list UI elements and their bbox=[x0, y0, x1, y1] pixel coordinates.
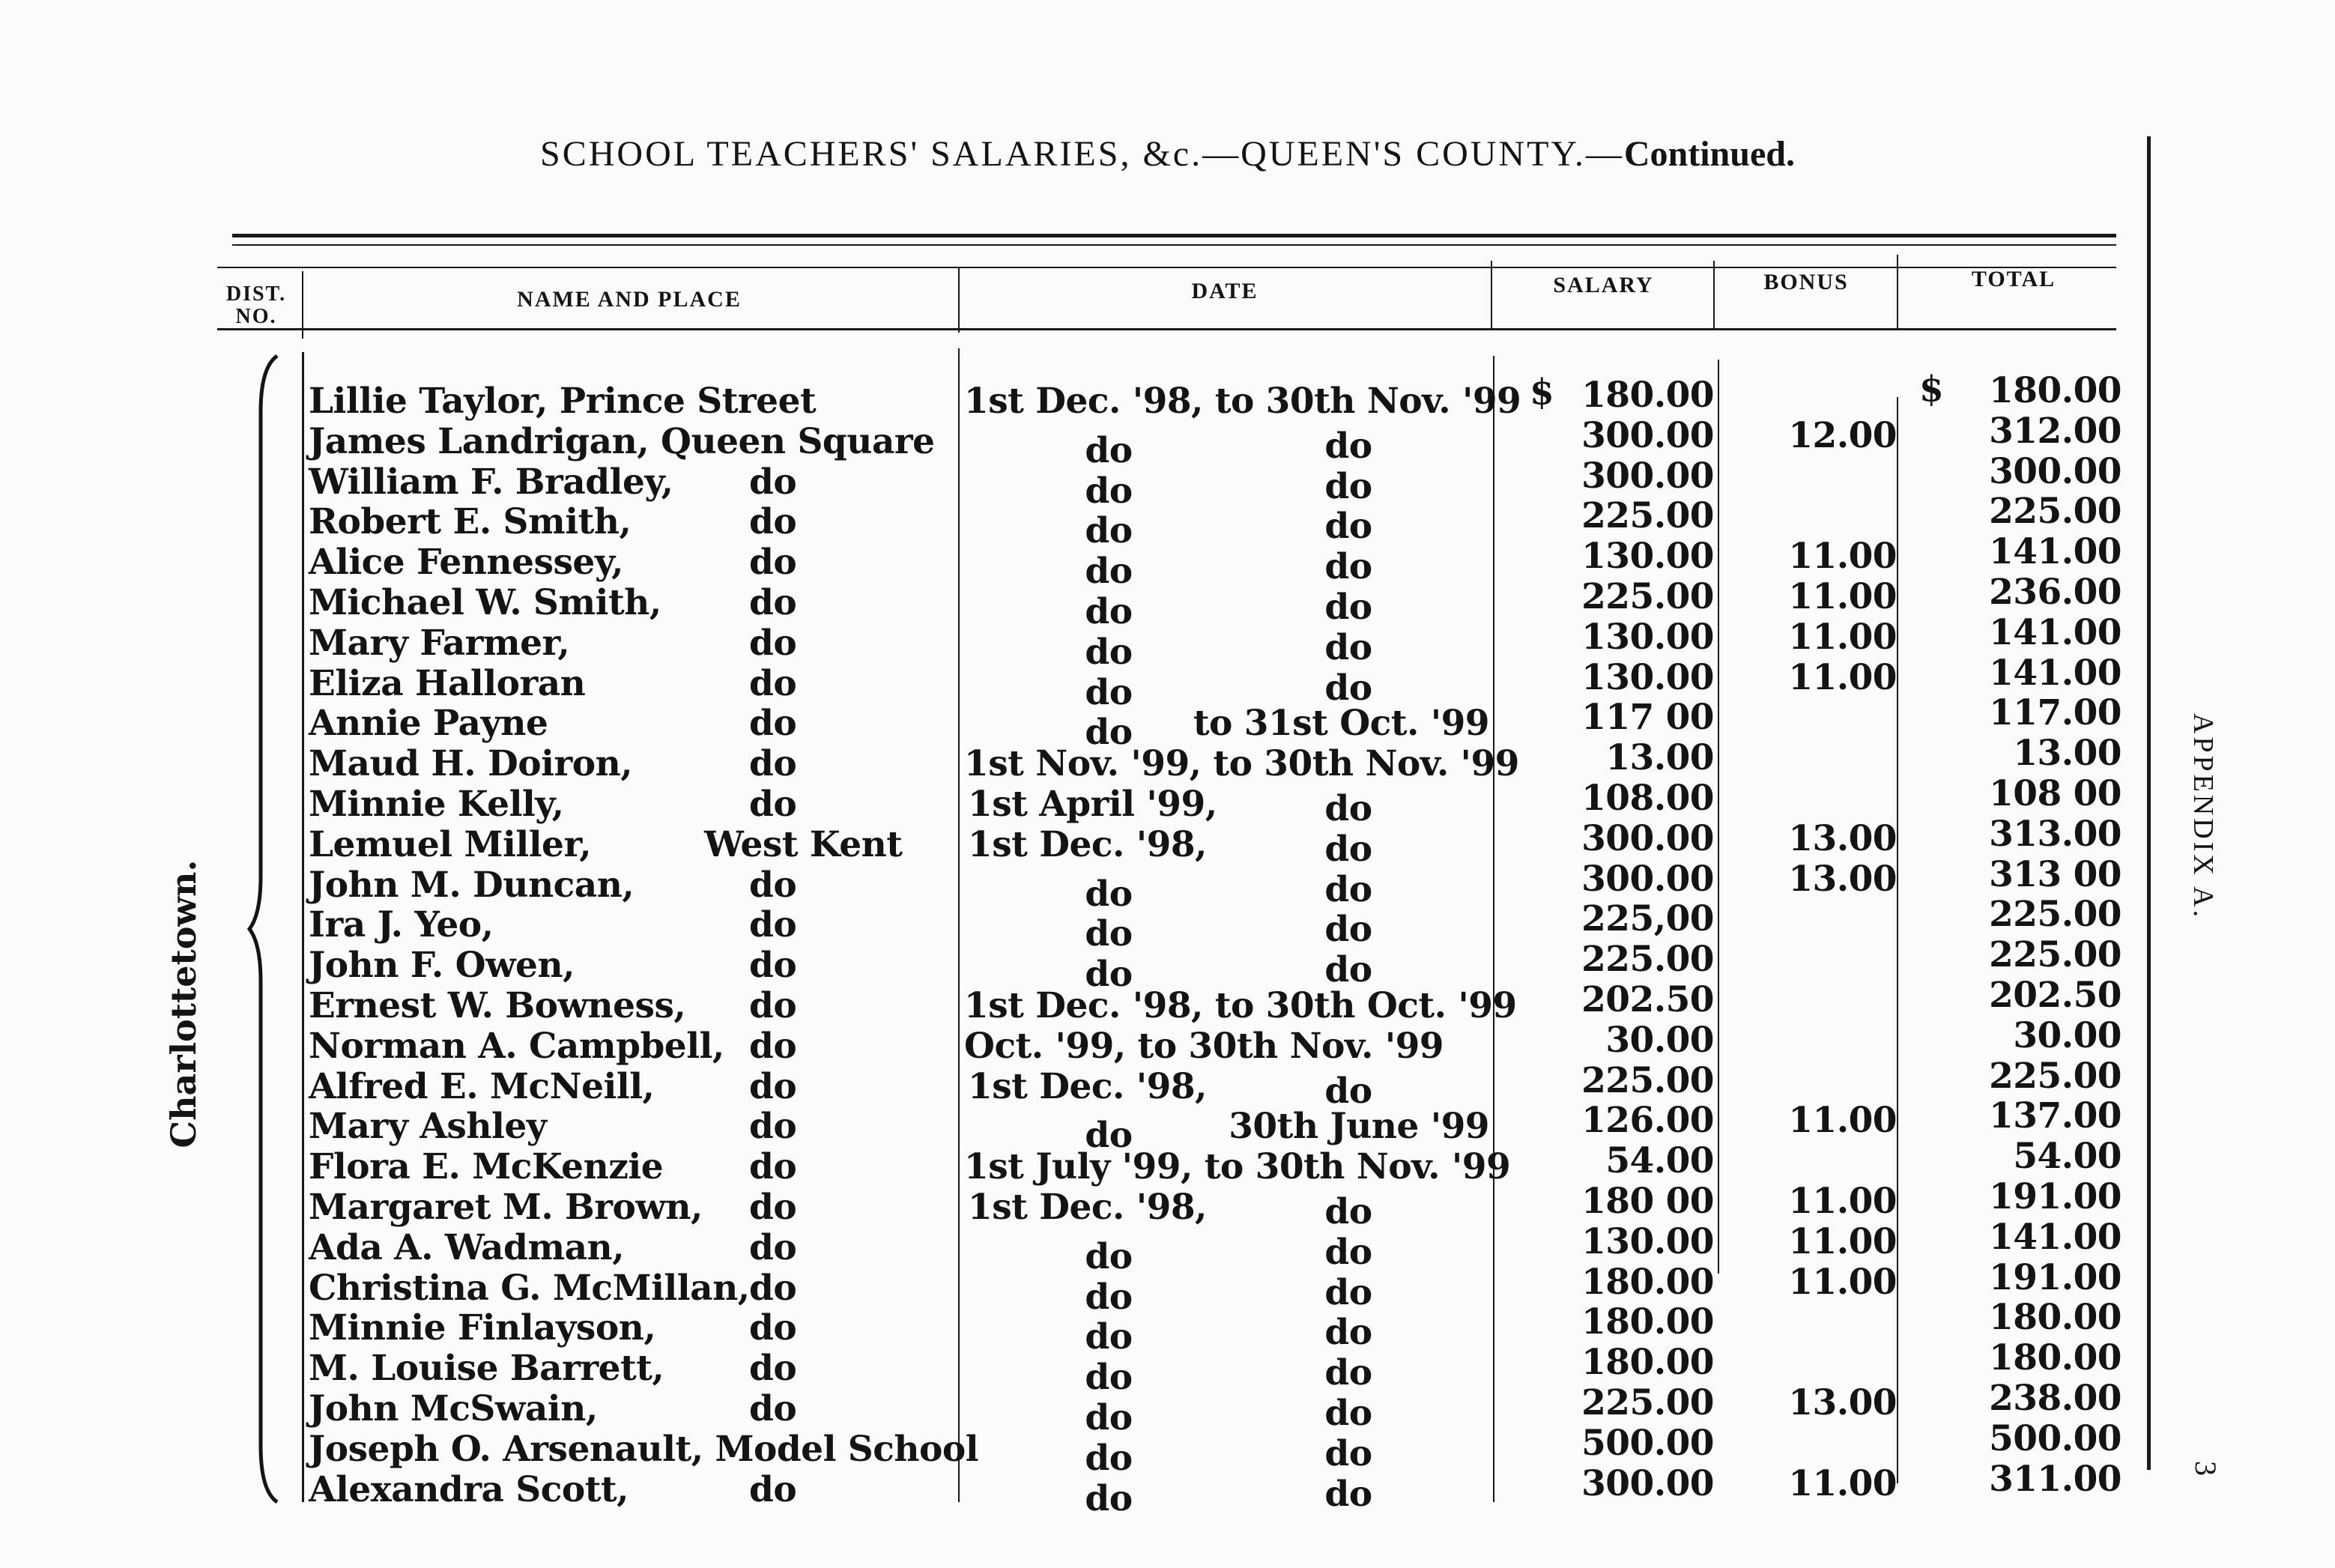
district-brace bbox=[247, 352, 300, 1506]
date-to: do bbox=[1324, 627, 1372, 668]
column-header-salary: SALARY bbox=[1553, 273, 1654, 297]
teacher-name: Margaret M. Brown, bbox=[309, 1187, 703, 1228]
date-from: 1st Dec. '98, bbox=[968, 1187, 1207, 1228]
date-from: do bbox=[1085, 470, 1133, 512]
teacher-place: do bbox=[749, 1388, 797, 1429]
date-to: do bbox=[1324, 426, 1372, 467]
teacher-name: William F. Bradley, bbox=[309, 461, 673, 503]
top-rule-thick bbox=[232, 234, 2116, 237]
teacher-place: do bbox=[749, 1307, 797, 1348]
bonus-amount: 11.00 bbox=[1788, 1100, 1897, 1141]
date-to: do bbox=[1324, 466, 1372, 507]
salary-amount: 117 00 bbox=[1581, 697, 1714, 738]
total-amount: 180.00 bbox=[1989, 1297, 2122, 1338]
total-amount: 108 00 bbox=[1989, 773, 2122, 814]
date-from: do bbox=[1085, 632, 1133, 673]
bonus-amount: 11.00 bbox=[1788, 1221, 1897, 1262]
date-from: do bbox=[1085, 1397, 1133, 1438]
total-amount: 117.00 bbox=[1989, 692, 2122, 733]
total-amount: 225.00 bbox=[1989, 491, 2122, 532]
date-from: do bbox=[1085, 1478, 1133, 1519]
bonus-amount: 13.00 bbox=[1788, 1382, 1897, 1423]
date-to: do bbox=[1324, 668, 1372, 709]
top-rule-thin bbox=[232, 244, 2116, 246]
date-from: do bbox=[1085, 1316, 1133, 1357]
header-divider-1 bbox=[302, 271, 303, 339]
body-rule-bonus-left bbox=[1718, 360, 1719, 1274]
salary-amount: 225.00 bbox=[1581, 1060, 1714, 1101]
bonus-amount: 13.00 bbox=[1788, 859, 1897, 900]
total-amount: 313.00 bbox=[1989, 814, 2122, 855]
bonus-amount: 11.00 bbox=[1788, 576, 1897, 617]
date-to: do bbox=[1324, 1232, 1372, 1273]
date-to: to 31st Oct. '99 bbox=[1193, 703, 1489, 744]
teacher-name: John M. Duncan, bbox=[309, 865, 635, 906]
date-from: do bbox=[1085, 510, 1133, 551]
bonus-amount: 11.00 bbox=[1788, 1181, 1897, 1222]
salary-amount: 300.00 bbox=[1581, 415, 1714, 456]
date-from: do bbox=[1085, 712, 1133, 753]
salary-amount: 130.00 bbox=[1581, 657, 1714, 698]
date-to: do bbox=[1324, 869, 1372, 910]
date-to: do bbox=[1324, 949, 1372, 990]
date-to: do bbox=[1324, 587, 1372, 628]
page-right-rule bbox=[2147, 136, 2151, 1470]
date-from: do bbox=[1085, 874, 1133, 915]
teacher-name: Alexandra Scott, bbox=[309, 1469, 629, 1510]
salary-amount: 300.00 bbox=[1581, 859, 1714, 900]
date-from: do bbox=[1085, 591, 1133, 632]
date-from: do bbox=[1085, 1236, 1133, 1277]
date-to: do bbox=[1324, 1312, 1372, 1353]
teacher-place: do bbox=[749, 865, 797, 906]
teacher-name: Minnie Finlayson, bbox=[309, 1307, 656, 1348]
total-amount: 141.00 bbox=[1989, 1217, 2122, 1258]
teacher-place: do bbox=[749, 1268, 797, 1309]
teacher-name: Robert E. Smith, bbox=[309, 501, 632, 542]
date-to: do bbox=[1324, 1352, 1372, 1393]
page-title bbox=[0, 133, 2335, 175]
total-amount: 180.00 bbox=[1989, 1337, 2122, 1378]
date-range: 1st Nov. '99, to 30th Nov. '99 bbox=[964, 743, 1519, 784]
column-header-name: NAME AND PLACE bbox=[517, 287, 742, 312]
teacher-name: Ada A. Wadman, bbox=[309, 1227, 625, 1268]
date-range: 1st July '99, to 30th Nov. '99 bbox=[964, 1146, 1511, 1187]
teacher-name: Minnie Kelly, bbox=[309, 784, 564, 825]
bonus-amount: 11.00 bbox=[1788, 536, 1897, 577]
date-from: do bbox=[1085, 672, 1133, 713]
total-amount: 225.00 bbox=[1989, 894, 2122, 935]
date-from: 1st Dec. '98, bbox=[968, 1066, 1207, 1107]
date-to: do bbox=[1324, 1071, 1372, 1112]
date-from: do bbox=[1085, 1277, 1133, 1318]
salary-currency-symbol: $ bbox=[1530, 372, 1554, 413]
total-amount: 313 00 bbox=[1989, 854, 2122, 895]
teacher-name: Ernest W. Bowness, bbox=[309, 985, 686, 1026]
date-to: do bbox=[1324, 1433, 1372, 1474]
column-header-dist-line1: DIST. bbox=[225, 282, 287, 306]
salary-amount: 180.00 bbox=[1581, 1301, 1714, 1343]
salary-amount: 180.00 bbox=[1581, 375, 1714, 416]
total-amount: 236.00 bbox=[1989, 572, 2122, 613]
district-label: Charlottetown. bbox=[163, 859, 204, 1148]
salary-amount: 225,00 bbox=[1581, 898, 1714, 939]
salary-amount: 130.00 bbox=[1581, 536, 1714, 577]
salary-amount: 13.00 bbox=[1605, 737, 1714, 778]
bonus-amount: 11.00 bbox=[1788, 1262, 1897, 1303]
bonus-amount: 13.00 bbox=[1788, 818, 1897, 859]
total-currency-symbol: $ bbox=[1919, 369, 1944, 410]
header-top-rule bbox=[217, 267, 2116, 268]
teacher-place: do bbox=[749, 703, 797, 744]
date-from: do bbox=[1085, 551, 1133, 592]
body-rule-name-left bbox=[302, 352, 304, 1502]
date-from: do bbox=[1085, 954, 1133, 995]
page-number: 3 bbox=[2189, 1461, 2223, 1476]
salary-amount: 54.00 bbox=[1605, 1140, 1714, 1181]
total-amount: 180.00 bbox=[1989, 370, 2122, 411]
teacher-place: do bbox=[749, 663, 797, 704]
total-amount: 141.00 bbox=[1989, 612, 2122, 653]
total-amount: 225.00 bbox=[1989, 1056, 2122, 1097]
salary-amount: 225.00 bbox=[1581, 939, 1714, 980]
date-from: do bbox=[1085, 430, 1133, 471]
teacher-name: Mary Ashley bbox=[309, 1106, 547, 1147]
salary-amount: 180.00 bbox=[1581, 1262, 1714, 1303]
bonus-amount: 11.00 bbox=[1788, 1463, 1897, 1504]
salary-amount: 500.00 bbox=[1581, 1423, 1714, 1464]
teacher-name: M. Louise Barrett, bbox=[309, 1348, 664, 1389]
salary-amount: 180.00 bbox=[1581, 1342, 1714, 1383]
column-header-total: TOTAL bbox=[1971, 267, 2056, 291]
total-amount: 30.00 bbox=[2013, 1015, 2122, 1056]
total-amount: 202.50 bbox=[1989, 975, 2122, 1016]
date-range: 1st Dec. '98, to 30th Oct. '99 bbox=[964, 985, 1517, 1026]
date-to: do bbox=[1324, 788, 1372, 829]
teacher-place: do bbox=[749, 1026, 797, 1067]
date-from: do bbox=[1085, 1357, 1133, 1398]
teacher-name: Lemuel Miller, bbox=[309, 824, 592, 865]
teacher-place: do bbox=[749, 623, 797, 664]
teacher-place: do bbox=[749, 743, 797, 784]
teacher-name: Norman A. Campbell, bbox=[309, 1026, 724, 1067]
teacher-name: Flora E. McKenzie bbox=[309, 1146, 664, 1187]
teacher-place: do bbox=[749, 1187, 797, 1228]
teacher-place: do bbox=[749, 1227, 797, 1268]
teacher-name: Alfred E. McNeill, bbox=[309, 1066, 655, 1107]
teacher-name: Alice Fennessey, bbox=[309, 542, 624, 583]
teacher-place: do bbox=[749, 461, 797, 503]
teacher-place: West Kent bbox=[704, 824, 903, 865]
total-amount: 191.00 bbox=[1989, 1176, 2122, 1217]
date-to: do bbox=[1324, 506, 1372, 547]
teacher-place: do bbox=[749, 501, 797, 542]
total-amount: 141.00 bbox=[1989, 531, 2122, 572]
salary-amount: 225.00 bbox=[1581, 495, 1714, 536]
bonus-amount: 12.00 bbox=[1788, 415, 1897, 456]
salary-amount: 202.50 bbox=[1581, 979, 1714, 1020]
teacher-place: do bbox=[749, 945, 797, 986]
date-range: Oct. '99, to 30th Nov. '99 bbox=[964, 1026, 1444, 1067]
teacher-name: John F. Owen, bbox=[309, 945, 575, 986]
header-divider-2 bbox=[958, 267, 960, 333]
date-to: 30th June '99 bbox=[1229, 1106, 1489, 1147]
column-header-date: DATE bbox=[1191, 279, 1259, 303]
date-to: do bbox=[1324, 546, 1372, 587]
body-rule-salary-left bbox=[1493, 356, 1494, 1502]
teacher-place: do bbox=[749, 784, 797, 825]
salary-amount: 130.00 bbox=[1581, 617, 1714, 658]
total-amount: 238.00 bbox=[1989, 1378, 2122, 1419]
total-amount: 500.00 bbox=[1989, 1418, 2122, 1459]
body-rule-date-left bbox=[958, 348, 960, 1502]
salary-amount: 300.00 bbox=[1581, 1463, 1714, 1504]
salary-amount: 225.00 bbox=[1581, 1382, 1714, 1423]
column-header-dist-no bbox=[211, 283, 301, 328]
salary-amount: 300.00 bbox=[1581, 818, 1714, 859]
page-title-main: SCHOOL TEACHERS' SALARIES, &c.—QUEEN'S COUNTY.— bbox=[540, 134, 1624, 174]
header-divider-4 bbox=[1713, 261, 1715, 328]
salary-amount: 225.00 bbox=[1581, 576, 1714, 617]
date-to: do bbox=[1324, 1272, 1372, 1313]
header-divider-5 bbox=[1897, 255, 1898, 328]
page-title-continued: Continued. bbox=[1623, 134, 1795, 174]
date-to: do bbox=[1324, 909, 1372, 950]
total-amount: 141.00 bbox=[1989, 653, 2122, 694]
teacher-name: Lillie Taylor, Prince Street bbox=[309, 381, 817, 422]
teacher-name: Eliza Halloran bbox=[309, 663, 586, 704]
date-to: do bbox=[1324, 1191, 1372, 1232]
salary-amount: 30.00 bbox=[1605, 1020, 1714, 1061]
salary-amount: 300.00 bbox=[1581, 455, 1714, 497]
teacher-name: Ira J. Yeo, bbox=[309, 904, 494, 945]
column-header-dist-line2: NO. bbox=[235, 305, 277, 328]
date-to: do bbox=[1324, 1393, 1372, 1434]
date-to: do bbox=[1324, 1474, 1372, 1515]
teacher-place: do bbox=[749, 1066, 797, 1107]
date-from: 1st Dec. '98, bbox=[968, 824, 1207, 865]
total-amount: 311.00 bbox=[1989, 1459, 2122, 1500]
date-to: do bbox=[1324, 829, 1372, 870]
date-from: do bbox=[1085, 1115, 1133, 1156]
teacher-name: John McSwain, bbox=[309, 1388, 598, 1429]
total-amount: 225.00 bbox=[1989, 934, 2122, 975]
date-from: 1st April '99, bbox=[968, 784, 1217, 825]
salary-amount: 108.00 bbox=[1581, 778, 1714, 819]
date-from: do bbox=[1085, 1438, 1133, 1479]
teacher-place: do bbox=[749, 1106, 797, 1147]
date-range: 1st Dec. '98, to 30th Nov. '99 bbox=[964, 381, 1521, 422]
teacher-place: do bbox=[749, 985, 797, 1026]
teacher-name: Joseph O. Arsenault, Model School bbox=[309, 1429, 979, 1470]
bonus-amount: 11.00 bbox=[1788, 657, 1897, 698]
teacher-name: Maud H. Doiron, bbox=[309, 743, 633, 784]
teacher-place: do bbox=[749, 582, 797, 623]
total-amount: 13.00 bbox=[2013, 733, 2122, 774]
teacher-place: do bbox=[749, 904, 797, 945]
salary-amount: 130.00 bbox=[1581, 1221, 1714, 1262]
bonus-amount: 11.00 bbox=[1788, 617, 1897, 658]
teacher-name: Michael W. Smith, bbox=[309, 582, 661, 623]
total-amount: 300.00 bbox=[1989, 451, 2122, 492]
header-bottom-rule bbox=[217, 328, 2116, 330]
teacher-place: do bbox=[749, 542, 797, 583]
total-amount: 312.00 bbox=[1989, 411, 2122, 452]
date-from: do bbox=[1085, 913, 1133, 954]
teacher-place: do bbox=[749, 1469, 797, 1510]
total-amount: 191.00 bbox=[1989, 1257, 2122, 1298]
teacher-place: do bbox=[749, 1348, 797, 1389]
header-divider-3 bbox=[1491, 261, 1492, 328]
total-amount: 137.00 bbox=[1989, 1095, 2122, 1136]
total-amount: 54.00 bbox=[2013, 1136, 2122, 1177]
teacher-place: do bbox=[749, 1146, 797, 1187]
salary-amount: 180 00 bbox=[1581, 1181, 1714, 1222]
appendix-label: APPENDIX A. bbox=[2187, 712, 2219, 921]
column-header-bonus: BONUS bbox=[1763, 270, 1849, 294]
body-rule-total-left bbox=[1897, 397, 1898, 1483]
teacher-name: Annie Payne bbox=[309, 703, 548, 744]
salary-amount: 126.00 bbox=[1581, 1100, 1714, 1141]
teacher-name: Christina G. McMillan, bbox=[309, 1268, 750, 1309]
teacher-name: James Landrigan, Queen Square bbox=[309, 421, 935, 462]
teacher-name: Mary Farmer, bbox=[309, 623, 570, 664]
